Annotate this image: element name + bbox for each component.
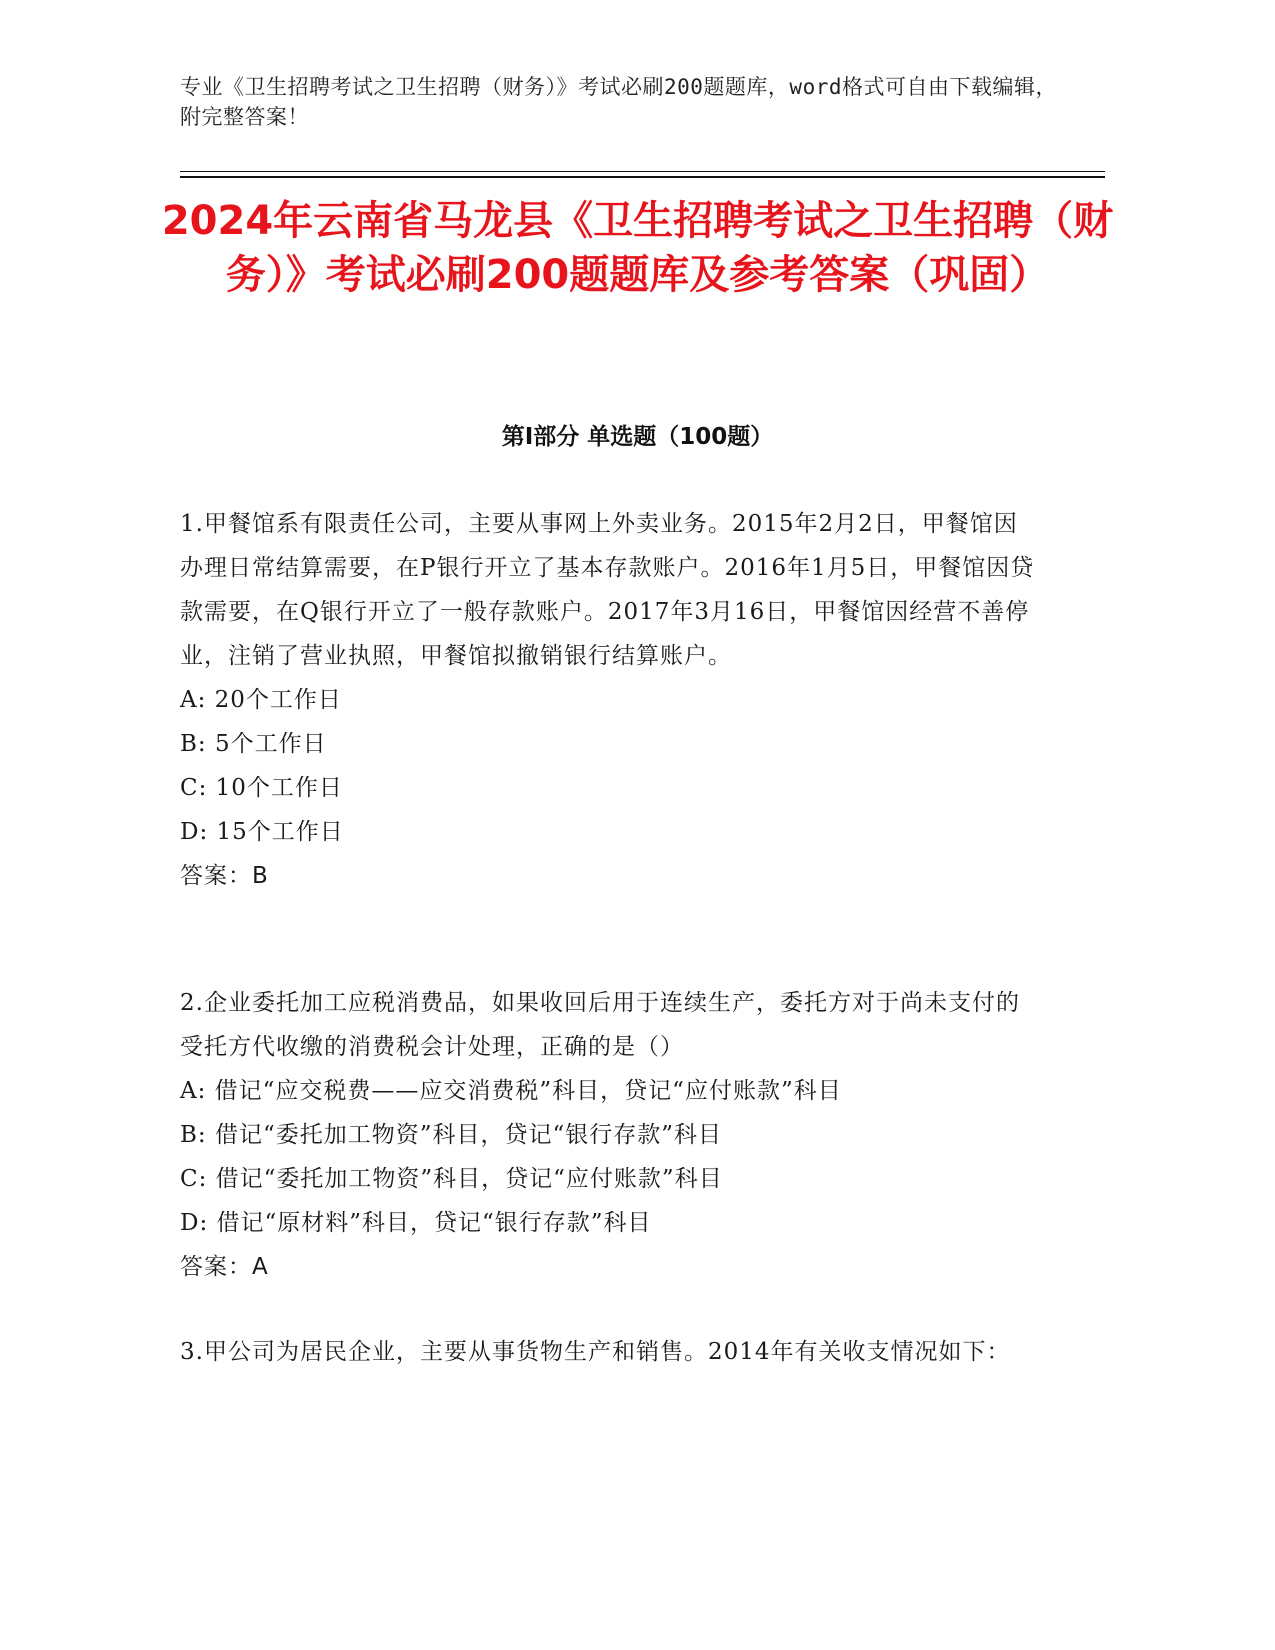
answer: 答案：B	[180, 863, 269, 889]
question-text: 2.企业委托加工应税消费品，如果收回后用于连续生产，委托方对于尚未支付的受托方代收缴的消费税会计处理，正确的是（）	[180, 990, 1020, 1060]
option-b: B: 借记“委托加工物资”科目，贷记“银行存款”科目	[180, 1122, 722, 1148]
option-d: D: 15个工作日	[180, 819, 344, 845]
answer: 答案：A	[180, 1254, 269, 1280]
section-heading: 第I部分 单选题（100题）	[501, 424, 774, 450]
question-text: 1.甲餐馆系有限责任公司，主要从事网上外卖业务。2015年2月2日，甲餐馆因办理日常结算需要，在P银行开立了基本存款账户。2016年1月5日，甲餐馆因贷款需要，在Q银行开立了一般存款账户。2017年3月16日，甲餐馆因经营不善停业，注销了营业执照，甲餐馆拟撤销银行结算账户。	[180, 511, 1035, 669]
question-1	[180, 502, 1040, 898]
option-c: C: 10个工作日	[180, 775, 343, 801]
option-a: A: 借记“应交税费——应交消费税”科目，贷记“应付账款”科目	[180, 1078, 842, 1104]
option-a: A: 20个工作日	[180, 687, 342, 713]
option-b: B: 5个工作日	[180, 731, 327, 757]
question-3	[180, 1330, 1040, 1374]
question-2	[180, 981, 1040, 1289]
question-text: 3.甲公司为居民企业，主要从事货物生产和销售。2014年有关收支情况如下：	[180, 1339, 1011, 1365]
option-c: C: 借记“委托加工物资”科目，贷记“应付账款”科目	[180, 1166, 723, 1192]
header-divider-thick	[180, 176, 1105, 178]
option-d: D: 借记“原材料”科目，贷记“银行存款”科目	[180, 1210, 652, 1236]
header-divider-thin	[180, 171, 1105, 172]
document-title: 2024年云南省马龙县《卫生招聘考试之卫生招聘（财务）》考试必刷200题题库及参考答案（巩固）	[161, 198, 1114, 298]
header-note: 专业《卫生招聘考试之卫生招聘（财务）》考试必刷200题题库，word格式可自由下载编辑，附完整答案！	[180, 75, 1057, 129]
